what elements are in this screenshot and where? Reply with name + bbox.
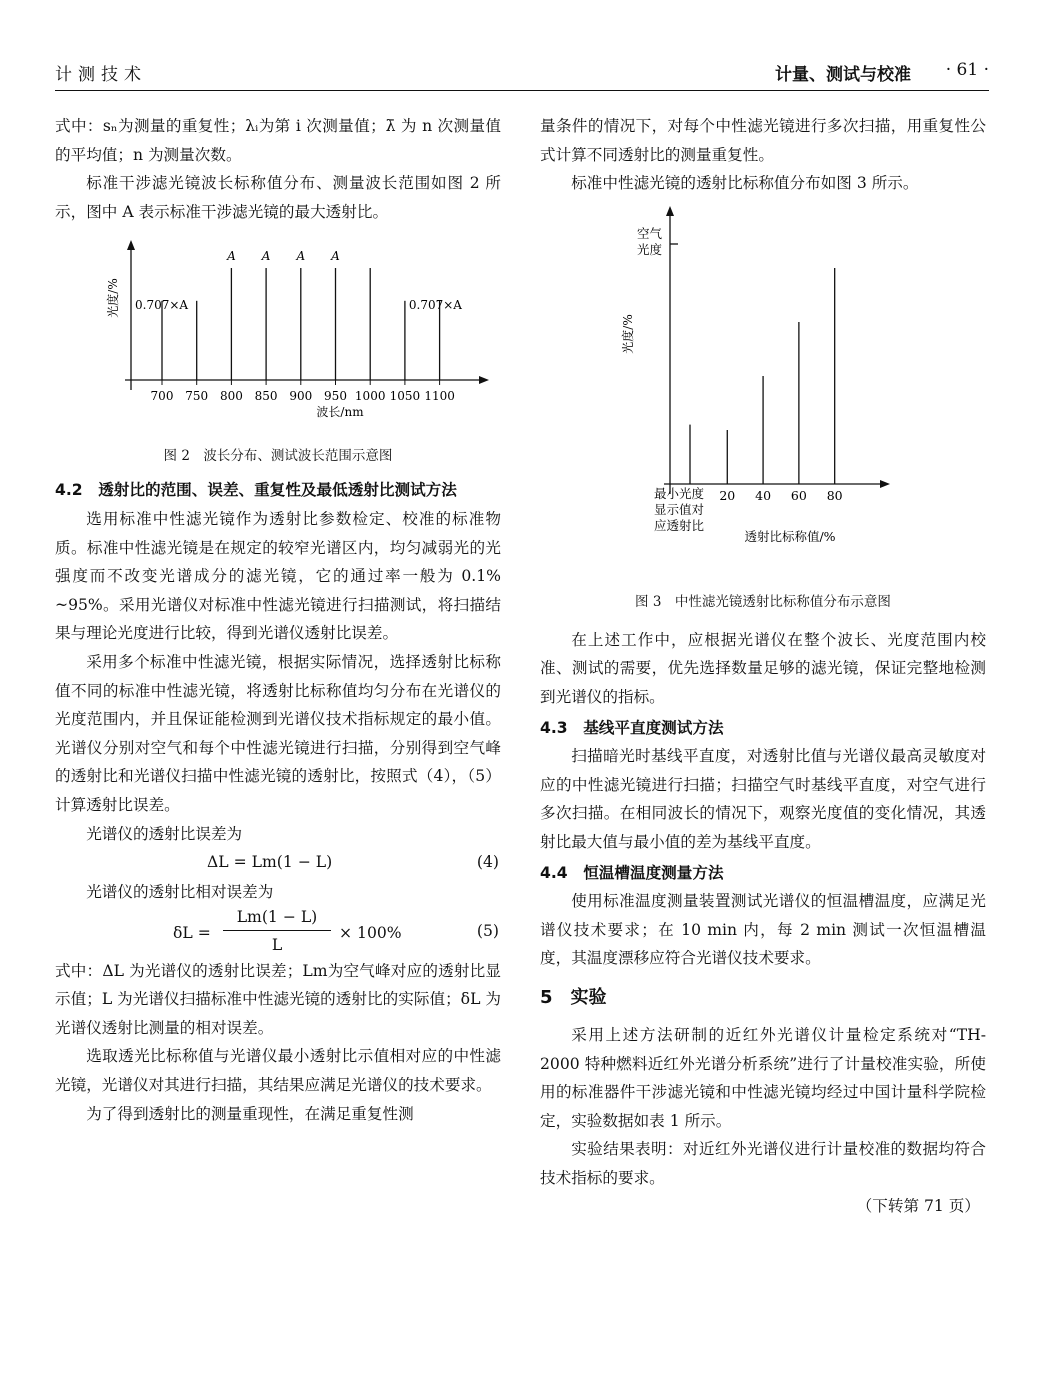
equation-5-denominator: L <box>271 935 283 954</box>
equation-4 <box>55 848 501 878</box>
x-tick-label: 700 <box>150 389 174 404</box>
x-tick-label: 800 <box>219 389 243 404</box>
x-axis-arrow <box>880 480 890 488</box>
y-axis-label: 光度/% <box>621 314 635 354</box>
paragraph: 在上述工作中，应根据光谱仪在整个波长、光度范围内校准、测试的需要，优先选择数量足够的滤光镜，保证完整地检测到光谱仪的指标。 <box>540 630 986 706</box>
equation-4-number: (4) <box>476 853 499 872</box>
x-tick-label: 80 <box>826 487 843 503</box>
figure-3 <box>540 198 986 626</box>
x-tick-label: 950 <box>324 389 347 404</box>
paragraph: 标准中性滤光镜的透射比标称值分布如图 3 所示。 <box>571 174 919 193</box>
journal-name: 计测技术 <box>55 65 147 85</box>
page-number: · 61 · <box>945 60 989 80</box>
annotation-label: A <box>261 249 271 264</box>
x-axis-label: 波长/nm <box>316 405 364 420</box>
equation-5-number: (5) <box>476 921 499 940</box>
paragraph: 光谱仪的透射比相对误差为 <box>86 883 274 902</box>
x-tick-label: 1100 <box>424 389 455 404</box>
x-axis-arrow <box>479 376 489 384</box>
right-column <box>540 112 986 1221</box>
figure-2-caption: 图 2 波长分布、测试波长范围示意图 <box>163 448 393 465</box>
continued-note: （下转第 71 页） <box>856 1197 980 1216</box>
section-title: 计量、测试与校准 <box>775 65 911 85</box>
figure-3-caption: 图 3 中性滤光镜透射比标称值分布示意图 <box>635 593 891 610</box>
equation-5-tail: × 100% <box>339 923 402 942</box>
paragraph: 标准干涉滤光镜波长标称值分布、测量波长范围如图 2 所示，图中 A 表示标准干涉滤光镜的最大透射比。 <box>55 174 501 221</box>
section-heading-5: 5 实验 <box>540 986 607 1008</box>
figure-2-chart <box>55 226 501 444</box>
left-column <box>55 112 501 1128</box>
annotation-label: 0.707×A <box>135 298 189 313</box>
paragraph: 选用标准中性滤光镜作为透射比参数检定、校准的标准物质。标准中性滤光镜是在规定的较窄光谱区内，均匀减弱光的光强度而不改变光谱成分的滤光镜，它的通过率一般为 0.1% ~95%。采用光谱仪对标准中性滤光镜进行扫描测试，将扫描结果与理论光度进行比较，得到光谱仪透射比误差。 <box>55 509 501 643</box>
figure-2 <box>55 226 501 474</box>
equation-5-numerator: Lm(1 − L) <box>236 907 318 926</box>
paragraph: 为了得到透射比的测量重现性，在满足重复性测 <box>86 1104 414 1123</box>
annotation-label: 0.707×A <box>408 298 462 313</box>
figure-3-chart <box>540 198 986 588</box>
paragraph: 式中：sₙ为测量的重复性；λᵢ为第 i 次测量值；λ̄ 为 n 次测量值的平均值；n 为测量次数。 <box>55 117 501 164</box>
paragraph: 采用多个标准中性滤光镜，根据实际情况，选择透射比标称值不同的标准中性滤光镜，将透射比标称值均匀分布在光谱仪的光度范围内，并且保证能检测到光谱仪技术指标规定的最小值。光谱仪分别对空气和每个中性滤光镜进行扫描，分别得到空气峰的透射比和光谱仪扫描中性滤光镜的透射比，按照式（4），（5）计算透射比误差。 <box>55 652 501 814</box>
x-tick-label: 40 <box>755 487 772 503</box>
equation-4-body: ΔL = Lm(1 − L) <box>207 853 333 872</box>
paragraph: 使用标准温度测量装置测试光谱仪的恒温槽温度，应满足光谱仪技术要求；在 10 min 内，每 2 min 测试一次恒温槽温度，其温度漂移应符合光谱仪技术要求。 <box>540 892 986 968</box>
x-tick-label: 900 <box>289 389 313 404</box>
x-tick-label: 1050 <box>389 389 421 404</box>
annotation-label: A <box>331 249 340 264</box>
x-tick-label: 1000 <box>354 389 386 404</box>
page-header <box>55 60 989 86</box>
annotation-label: A <box>296 249 306 264</box>
y-marker-label: 光度 <box>636 241 662 257</box>
equation-5 <box>55 907 501 957</box>
section-heading-4-2: 4.2 透射比的范围、误差、重复性及最低透射比测试方法 <box>55 481 457 500</box>
annotation-label: A <box>227 249 236 264</box>
x-tick-label: 显示值对 <box>654 501 705 517</box>
paragraph: 实验结果表明：对近红外光谱仪进行计量校准的数据均符合技术指标的要求。 <box>540 1140 986 1187</box>
section-heading-4-3: 4.3 基线平直度测试方法 <box>540 718 724 737</box>
paragraph: 式中：ΔL 为光谱仪的透射比误差；Lm为空气峰对应的透射比显示值；L 为光谱仪扫描标准中性滤光镜的透射比的实际值；δL 为光谱仪透射比测量的相对误差。 <box>55 961 501 1037</box>
equation-5-lhs: δL = <box>173 923 211 942</box>
section-heading-4-4: 4.4 恒温槽温度测量方法 <box>540 863 724 882</box>
y-axis-arrow <box>666 206 674 216</box>
paragraph: 扫描暗光时基线平直度，对透射比值与光谱仪最高灵敏度对应的中性滤光镜进行扫描；扫描空气时基线平直度，对空气进行多次扫描。在相同波长的情况下，观察光度值的变化情况，其透射比最大值与最小值的差为基线平直度。 <box>540 747 986 851</box>
y-marker-label: 空气 <box>636 225 662 241</box>
x-tick-label: 850 <box>254 389 278 404</box>
y-axis-label: 光度/% <box>106 278 120 319</box>
paragraph: 光谱仪的透射比误差为 <box>86 824 243 843</box>
x-axis-label: 透射比标称值/% <box>744 528 836 544</box>
paragraph: 采用上述方法研制的近红外光谱仪计量检定系统对“TH-2000 特种燃料近红外光谱分析系统”进行了计量校准实验，所使用的标准器件干涉滤光镜和中性滤光镜均经过中国计量科学院检定，实验数据如表 1 所示。 <box>540 1025 986 1130</box>
y-axis-arrow <box>127 240 135 250</box>
x-tick-label: 60 <box>790 487 807 503</box>
x-tick-label: 应透射比 <box>654 517 705 533</box>
x-tick-label: 最小光度 <box>654 485 705 501</box>
paragraph: 量条件的情况下，对每个中性滤光镜进行多次扫描，用重复性公式计算不同透射比的测量重复性。 <box>540 117 986 164</box>
x-tick-label: 20 <box>719 487 736 503</box>
header-rule <box>55 90 989 91</box>
paragraph: 选取透光比标称值与光谱仪最小透射比示值相对应的中性滤光镜，光谱仪对其进行扫描，其结果应满足光谱仪的技术要求。 <box>55 1047 501 1095</box>
x-tick-label: 750 <box>185 389 209 404</box>
